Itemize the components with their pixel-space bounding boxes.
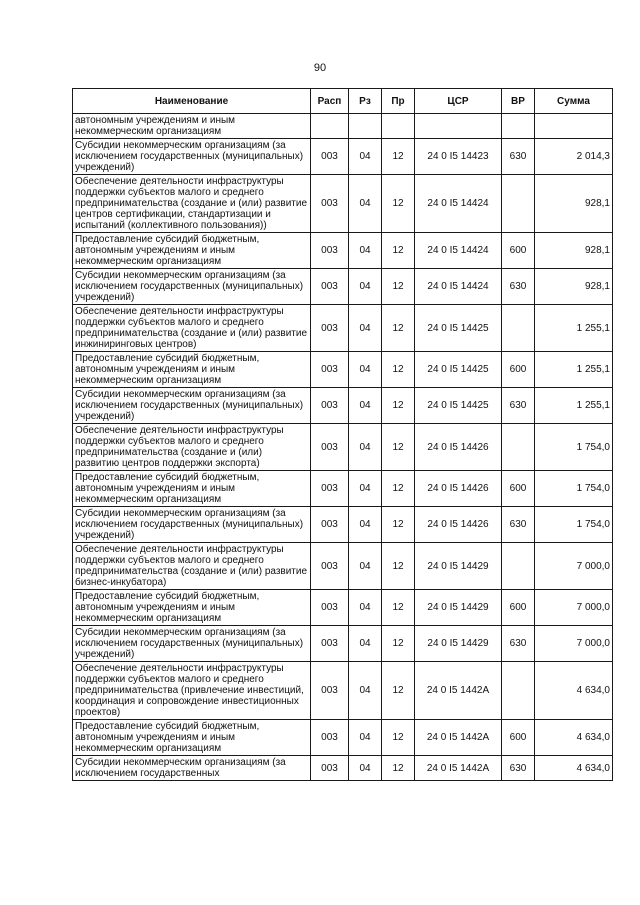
cell-name: Предоставление субсидий бюджетным, автономным учреждениям и иным некоммерческим организациям [73,233,311,269]
table-row [73,424,613,471]
cell-name: Субсидии некоммерческим организациям (за исключением государственных (муниципальных) учреждений) [73,139,311,175]
cell-pr: 12 [382,424,415,471]
table-row [73,662,613,720]
cell-vr [502,305,535,352]
cell-vr: 630 [502,756,535,781]
cell-rz: 04 [349,720,382,756]
cell-vr: 630 [502,139,535,175]
cell-csr: 24 0 I5 1442A [415,720,502,756]
cell-sum: 928,1 [535,175,613,233]
header-name: Наименование [73,89,311,114]
cell-pr: 12 [382,543,415,590]
cell-name: Обеспечение деятельности инфраструктуры поддержки субъектов малого и среднего предпринимательства (создание и (или) развитию центров поддержки экспорта) [73,424,311,471]
table-row [73,352,613,388]
cell-rz: 04 [349,305,382,352]
cell-rasp: 003 [311,543,349,590]
table-row [73,175,613,233]
cell-rz: 04 [349,590,382,626]
cell-csr: 24 0 I5 1442A [415,662,502,720]
cell-vr: 630 [502,626,535,662]
cell-pr: 12 [382,662,415,720]
table-row [73,471,613,507]
header-vr: ВР [502,89,535,114]
cell-csr: 24 0 I5 14425 [415,305,502,352]
cell-vr [502,662,535,720]
cell-sum: 1 255,1 [535,305,613,352]
cell-rz: 04 [349,388,382,424]
cell-pr: 12 [382,626,415,662]
cell-sum: 7 000,0 [535,626,613,662]
cell-csr: 24 0 I5 14429 [415,543,502,590]
cell-rasp: 003 [311,662,349,720]
table-row [73,305,613,352]
budget-table [72,88,613,781]
header-sum: Сумма [535,89,613,114]
cell-pr: 12 [382,352,415,388]
cell-sum: 4 634,0 [535,720,613,756]
cell-rz: 04 [349,543,382,590]
cell-rz: 04 [349,139,382,175]
cell-csr: 24 0 I5 14424 [415,269,502,305]
cell-sum: 4 634,0 [535,756,613,781]
cell-sum: 7 000,0 [535,590,613,626]
cell-csr: 24 0 I5 1442A [415,756,502,781]
cell-csr: 24 0 I5 14423 [415,139,502,175]
cell-rz: 04 [349,626,382,662]
table-body [73,114,613,781]
cell-sum: 1 754,0 [535,471,613,507]
cell-rasp: 003 [311,590,349,626]
cell-vr: 630 [502,388,535,424]
cell-name: Субсидии некоммерческим организациям (за исключением государственных (муниципальных) учреждений) [73,269,311,305]
cell-pr: 12 [382,590,415,626]
cell-rasp [311,114,349,139]
cell-pr: 12 [382,756,415,781]
cell-vr: 600 [502,590,535,626]
cell-name: Предоставление субсидий бюджетным, автономным учреждениям и иным некоммерческим организациям [73,471,311,507]
cell-name: Обеспечение деятельности инфраструктуры поддержки субъектов малого и среднего предпринимательства (создание и (или) развитие центров сертификации, стандартизации и испытаний (коллективного пользования)) [73,175,311,233]
cell-csr: 24 0 I5 14426 [415,471,502,507]
cell-pr: 12 [382,233,415,269]
cell-csr: 24 0 I5 14424 [415,233,502,269]
cell-csr [415,114,502,139]
cell-rz: 04 [349,471,382,507]
cell-name: Субсидии некоммерческим организациям (за исключением государственных (муниципальных) учреждений) [73,507,311,543]
cell-vr [502,114,535,139]
cell-sum: 1 255,1 [535,352,613,388]
cell-vr: 630 [502,269,535,305]
cell-csr: 24 0 I5 14424 [415,175,502,233]
table-row [73,233,613,269]
cell-rz: 04 [349,352,382,388]
header-row [73,89,613,114]
table-row [73,543,613,590]
cell-rasp: 003 [311,720,349,756]
cell-csr: 24 0 I5 14425 [415,352,502,388]
table-row [73,720,613,756]
cell-name: Предоставление субсидий бюджетным, автономным учреждениям и иным некоммерческим организациям [73,590,311,626]
cell-name: Предоставление субсидий бюджетным, автономным учреждениям и иным некоммерческим организациям [73,720,311,756]
cell-pr: 12 [382,471,415,507]
table-row [73,388,613,424]
cell-rasp: 003 [311,233,349,269]
cell-name: Предоставление субсидий бюджетным, автономным учреждениям и иным некоммерческим организациям [73,352,311,388]
cell-sum: 1 255,1 [535,388,613,424]
cell-sum [535,114,613,139]
cell-sum: 928,1 [535,269,613,305]
cell-pr [382,114,415,139]
cell-sum: 4 634,0 [535,662,613,720]
cell-vr [502,543,535,590]
cell-rasp: 003 [311,352,349,388]
cell-vr [502,424,535,471]
cell-vr: 600 [502,352,535,388]
table-row [73,269,613,305]
cell-vr: 600 [502,233,535,269]
table-row [73,507,613,543]
cell-vr: 600 [502,720,535,756]
header-pr: Пр [382,89,415,114]
cell-name: Субсидии некоммерческим организациям (за исключением государственных (муниципальных) учреждений) [73,626,311,662]
cell-rasp: 003 [311,424,349,471]
cell-name: автономным учреждениям и иным некоммерческим организациям [73,114,311,139]
cell-name: Обеспечение деятельности инфраструктуры поддержки субъектов малого и среднего предпринимательства (привлечение инвестиций, координация и сопровождение инвестиционных проектов) [73,662,311,720]
cell-rz: 04 [349,507,382,543]
cell-sum: 2 014,3 [535,139,613,175]
cell-rasp: 003 [311,175,349,233]
cell-rasp: 003 [311,388,349,424]
cell-sum: 928,1 [535,233,613,269]
cell-sum: 1 754,0 [535,424,613,471]
table-row [73,626,613,662]
cell-vr: 600 [502,471,535,507]
cell-pr: 12 [382,388,415,424]
cell-rz: 04 [349,175,382,233]
cell-name: Субсидии некоммерческим организациям (за исключением государственных [73,756,311,781]
cell-name: Обеспечение деятельности инфраструктуры поддержки субъектов малого и среднего предпринимательства (создание и (или) развитие бизнес-инкубатора) [73,543,311,590]
cell-csr: 24 0 I5 14429 [415,590,502,626]
cell-rz: 04 [349,269,382,305]
cell-rz: 04 [349,424,382,471]
cell-name: Обеспечение деятельности инфраструктуры поддержки субъектов малого и среднего предпринимательства (создание и (или) развитие инжиниринговых центров) [73,305,311,352]
cell-rz: 04 [349,233,382,269]
cell-rasp: 003 [311,756,349,781]
table-header [73,89,613,114]
cell-csr: 24 0 I5 14426 [415,424,502,471]
header-csr: ЦСР [415,89,502,114]
page-number: 90 [313,62,327,74]
cell-name: Субсидии некоммерческим организациям (за исключением государственных (муниципальных) учреждений) [73,388,311,424]
table-row [73,756,613,781]
header-rasp: Расп [311,89,349,114]
header-rz: Рз [349,89,382,114]
cell-pr: 12 [382,507,415,543]
cell-pr: 12 [382,139,415,175]
cell-rasp: 003 [311,507,349,543]
cell-csr: 24 0 I5 14426 [415,507,502,543]
cell-vr [502,175,535,233]
cell-csr: 24 0 I5 14425 [415,388,502,424]
cell-sum: 7 000,0 [535,543,613,590]
table-row [73,590,613,626]
cell-rasp: 003 [311,139,349,175]
cell-pr: 12 [382,175,415,233]
cell-csr: 24 0 I5 14429 [415,626,502,662]
cell-rz: 04 [349,756,382,781]
cell-rasp: 003 [311,269,349,305]
table-row [73,114,613,139]
cell-pr: 12 [382,720,415,756]
cell-vr: 630 [502,507,535,543]
cell-rasp: 003 [311,305,349,352]
table-row [73,139,613,175]
cell-rasp: 003 [311,471,349,507]
cell-pr: 12 [382,305,415,352]
cell-sum: 1 754,0 [535,507,613,543]
cell-rz: 04 [349,662,382,720]
cell-rz [349,114,382,139]
cell-rasp: 003 [311,626,349,662]
cell-pr: 12 [382,269,415,305]
